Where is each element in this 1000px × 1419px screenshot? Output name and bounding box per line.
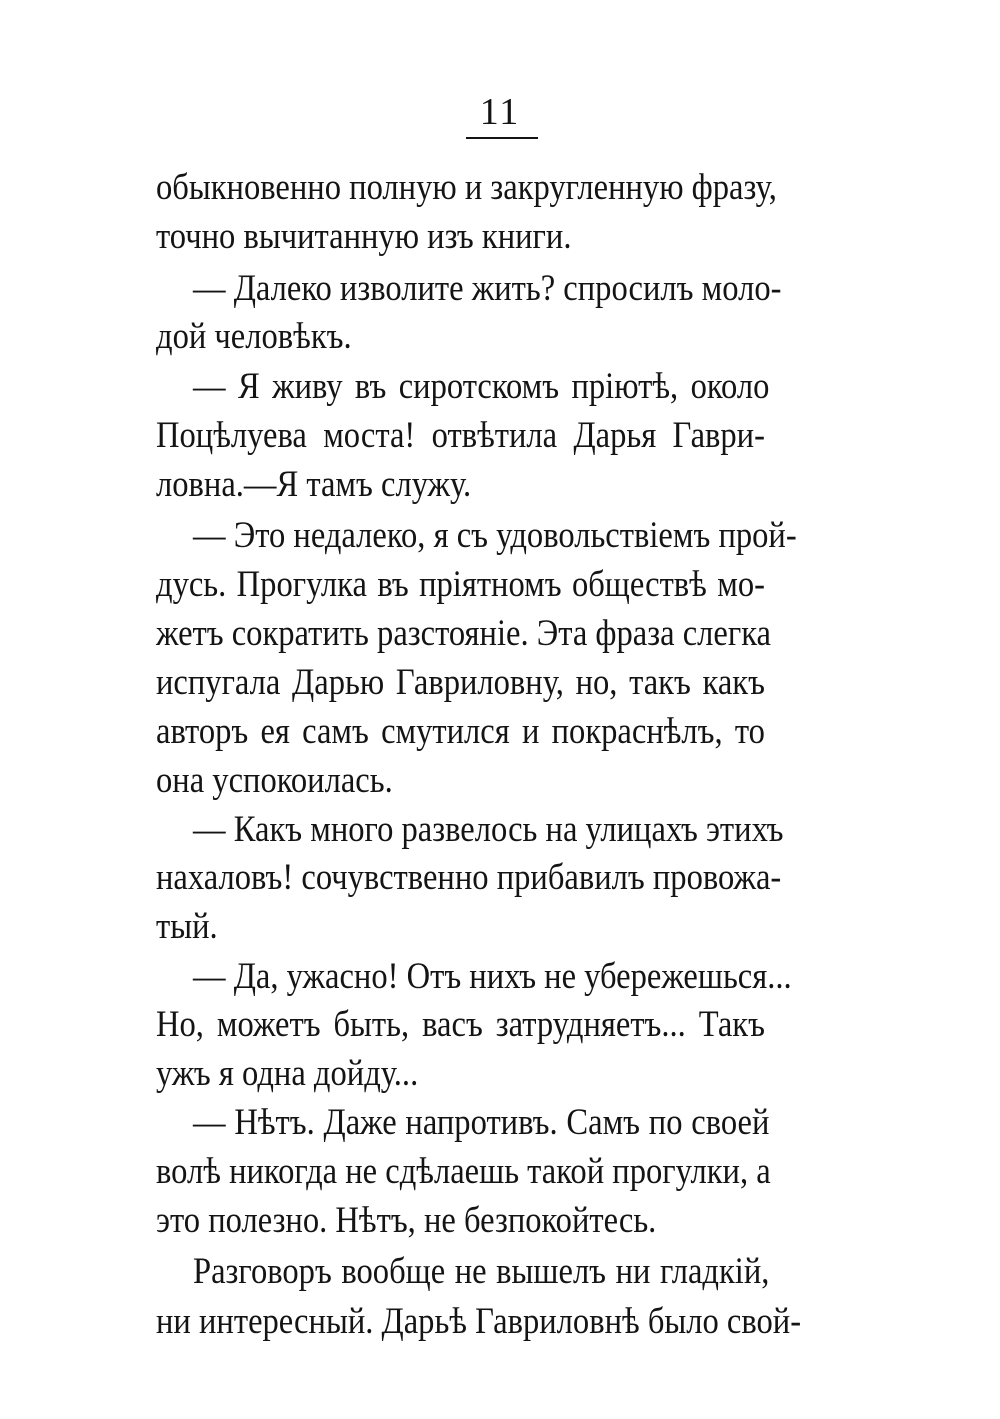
text-line: дой человѣкъ. bbox=[156, 316, 352, 357]
text-line: — Я живу въ сиротскомъ пріютѣ, около bbox=[193, 366, 770, 407]
text-line: дусь. Прогулка въ пріятномъ обществѣ мо- bbox=[156, 564, 765, 605]
text-line: нахаловъ! сочувственно прибавилъ провожа- bbox=[156, 857, 782, 898]
text-line: — Да, ужасно! Отъ нихъ не убережешься... bbox=[193, 956, 792, 997]
text-line: Разговоръ вообще не вышелъ ни гладкій, bbox=[193, 1251, 770, 1292]
text-line: точно вычитанную изъ книги. bbox=[156, 216, 572, 257]
text-line: авторъ ея самъ смутился и покраснѣлъ, то bbox=[156, 711, 765, 752]
text-line: — Это недалеко, я съ удовольствіемъ прой- bbox=[193, 515, 797, 556]
text-line: ужъ я одна дойду... bbox=[156, 1053, 419, 1094]
text-line: испугала Дарью Гавриловну, но, такъ какъ bbox=[156, 662, 765, 703]
page-number-rule bbox=[466, 137, 538, 139]
text-line: обыкновенно полную и закругленную фразу, bbox=[156, 167, 777, 208]
text-line: ловна.—Я тамъ служу. bbox=[156, 464, 472, 505]
text-line: волѣ никогда не сдѣлаешь такой прогулки, а bbox=[156, 1151, 771, 1192]
text-line: это полезно. Нѣтъ, не безпокойтесь. bbox=[156, 1200, 657, 1241]
text-line: ни интересный. Дарьѣ Гавриловнѣ было свой- bbox=[156, 1301, 802, 1342]
text-line: она успокоилась. bbox=[156, 760, 393, 801]
text-line: тый. bbox=[156, 906, 218, 947]
text-line: — Какъ много развелось на улицахъ этихъ bbox=[193, 809, 784, 850]
page-number: 11 bbox=[479, 91, 521, 133]
text-line: Поцѣлуева моста! отвѣтила Дарья Гаври- bbox=[156, 415, 765, 456]
text-line: — Далеко изволите жить? спросилъ моло- bbox=[193, 268, 782, 309]
text-line: Но, можетъ быть, васъ затрудняетъ... Такъ bbox=[156, 1004, 765, 1045]
text-line: — Нѣтъ. Даже напротивъ. Самъ по своей bbox=[193, 1102, 770, 1143]
text-line: жетъ сократить разстояніе. Эта фраза слегка bbox=[156, 613, 772, 654]
